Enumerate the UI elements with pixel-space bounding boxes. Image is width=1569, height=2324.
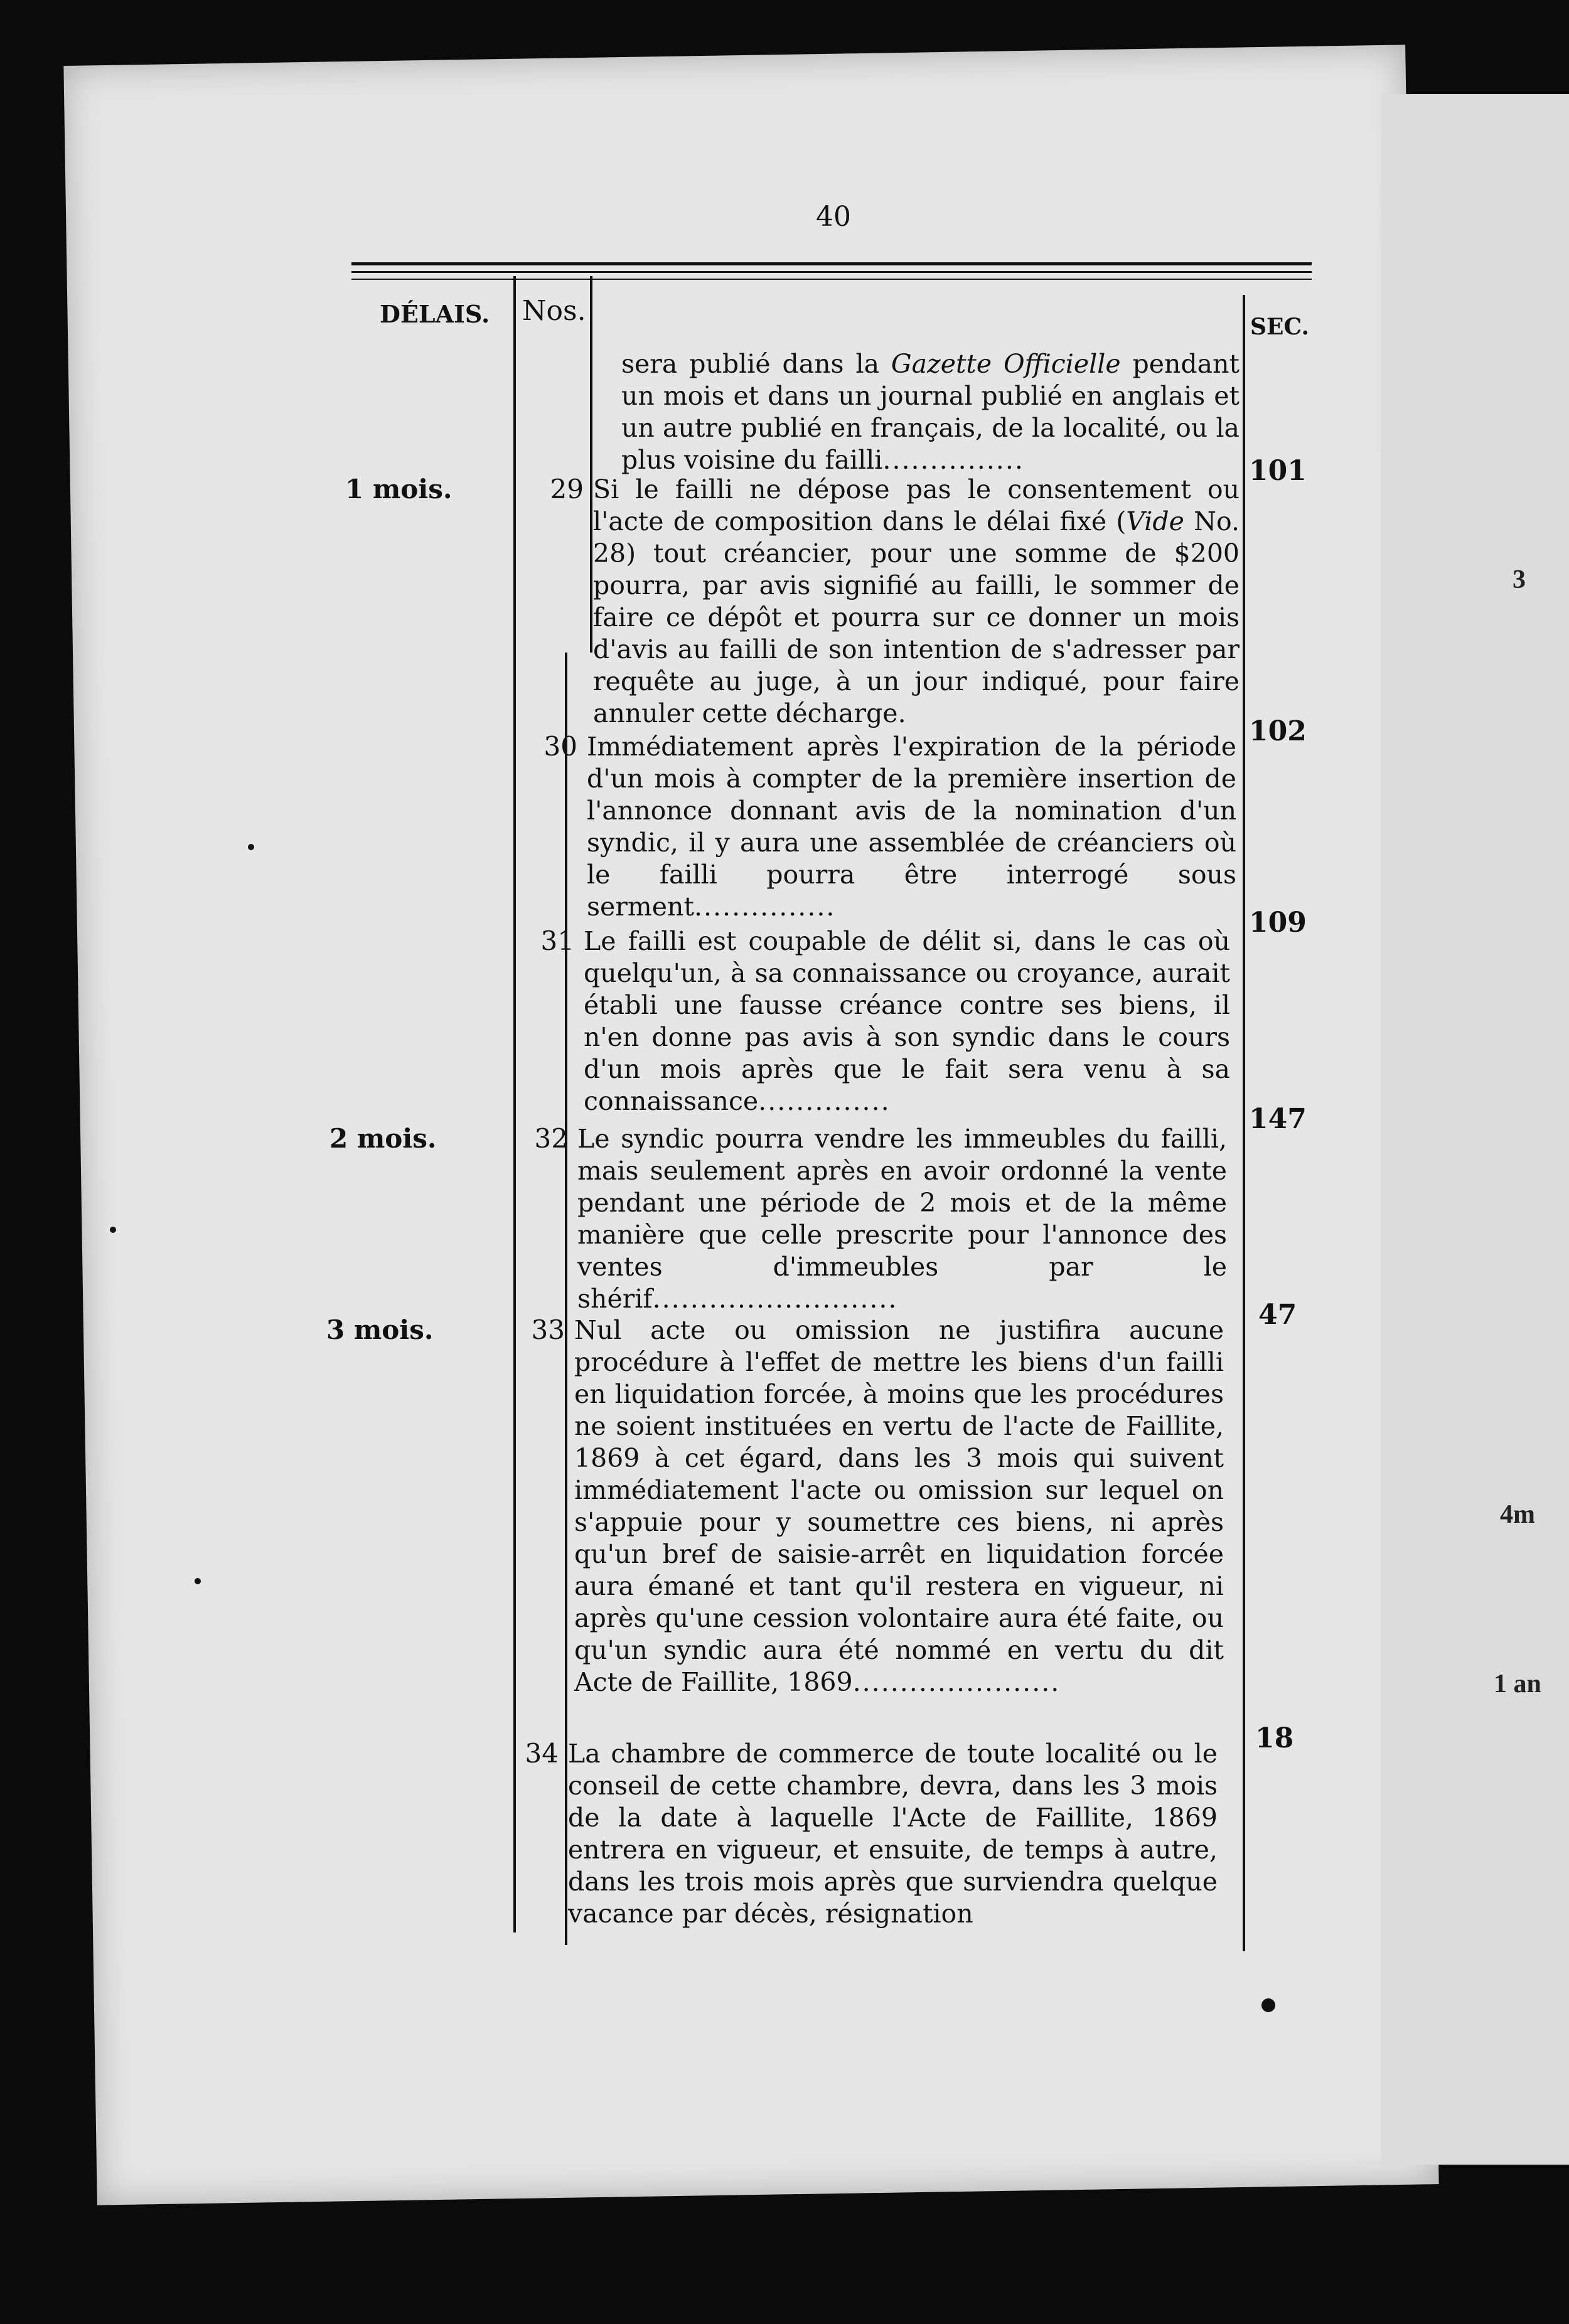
column-header-nos: Nos. [522,295,586,327]
delay-label: 1 mois. [345,474,452,504]
entry-34 [568,1738,1218,1930]
entry-text: sera publié dans la [621,349,891,379]
entry-number: 30 [544,731,577,762]
entry-number: 32 [534,1123,568,1154]
entry-29 [593,474,1240,730]
column-rule [1243,295,1245,1951]
entry-text: Nul acte ou omission ne justifira aucune procédure à l'effet de mettre les biens d'un failli en liquidation forcée, à moins que les procédures ne soient instituées en vertu de l'acte de Faillite, 1869 à cet égard, dans les 3 mois qui suivent immédiatement l'acte ou omission sur lequel on s'appuie pour y soumettre ces biens, ni après qu'un bref de saisie-arrêt en liquidation forcée aura émané et tant qu'il restera en vigueur, ni après qu'une cession volontaire aura été faite, ou qu'un syndic aura été nommé en vertu du dit Acte de Faillite, 1869 [574,1315,1224,1697]
entry-number: 29 [550,474,584,504]
ink-speck [110,1227,116,1233]
entry-italic: Vide [1126,506,1184,536]
section-number: 109 [1249,907,1307,939]
entry-intro [621,348,1240,476]
column-rule [565,653,567,1945]
entry-text: Le syndic pourra vendre les immeubles du failli, mais seulement après en avoir ordonné la vente pendant une période de 2 mois et de la même manière que celle prescrite pour l'annonce des ventes d'immeubles par le shérif [577,1124,1227,1314]
ink-speck [195,1578,201,1584]
entry-text: Si le failli ne dépose pas le consentement ou l'acte de composition dans le délai fixé ( [593,474,1240,536]
page-number: 40 [816,201,851,233]
entry-30 [587,731,1236,923]
header-rule [351,279,1312,280]
delay-label: 3 mois. [326,1314,434,1345]
leader-dots: .............. [758,1086,891,1116]
entry-31 [584,925,1230,1117]
leader-dots: .......................... [652,1284,898,1314]
header-rule [351,271,1312,273]
entry-italic: Gazette Officielle [891,349,1121,379]
leader-dots: ............... [882,445,1024,475]
entry-number: 31 [540,925,574,956]
entry-text: La chambre de commerce de toute localité ou le conseil de cette chambre, devra, dans les 3 mois de la date à laquelle l'Acte de Faillite, 1869 entrera en vigueur, et ensuite, de temps à autre, dans les trois mois après que surviendra quelque vacance par décès, résignation [568,1739,1218,1929]
section-number: 147 [1249,1103,1307,1135]
adjacent-page [1381,94,1569,2165]
column-header-sec: SEC. [1250,314,1309,340]
adjacent-page-fragment: 1 an [1494,1670,1541,1698]
section-number: 18 [1255,1722,1294,1754]
adjacent-page-fragment: 3 [1513,565,1526,594]
column-rule [513,276,516,1932]
header-rule [351,262,1312,265]
ink-speck [1261,1998,1275,2012]
section-number: 47 [1258,1299,1297,1331]
delay-label: 2 mois. [329,1123,437,1154]
entry-text: Le failli est coupable de délit si, dans le cas où quelqu'un, à sa connaissance ou croyance, aurait établi une fausse créance contre ses biens, il n'en donne pas avis à son syndic dans le cours d'un mois après que le fait sera venu à sa connaissance [584,926,1230,1116]
adjacent-page-fragment: 4m [1500,1500,1535,1529]
column-rule [590,276,592,653]
leader-dots: ............... [693,892,836,922]
column-header-delais: DÉLAIS. [380,300,490,328]
entry-text: pendant un mois et dans un journal publié en anglais et un autre publié en français, de la localité, ou la plus voisine du failli [621,349,1240,475]
entry-text: No. 28) tout créancier, pour une somme de $200 pourra, par avis signifié au failli, le sommer de faire ce dépôt et pourra sur ce donner un mois d'avis au failli de son intention de s'adresser par requête au juge, à un jour indiqué, pour faire annuler cette décharge. [593,506,1240,728]
entry-number: 33 [531,1314,565,1345]
ink-speck [248,844,254,850]
entry-33 [574,1314,1224,1698]
entry-text: Immédiatement après l'expiration de la période d'un mois à compter de la première insertion de l'annonce donnant avis de la nomination d'un syndic, il y aura une assemblée de créanciers où le failli pourra être interrogé sous serment [587,732,1236,922]
section-number: 102 [1249,715,1307,747]
section-number: 101 [1249,455,1307,487]
entry-number: 34 [525,1738,559,1769]
entry-32 [577,1123,1227,1315]
leader-dots: ...................... [852,1667,1061,1697]
